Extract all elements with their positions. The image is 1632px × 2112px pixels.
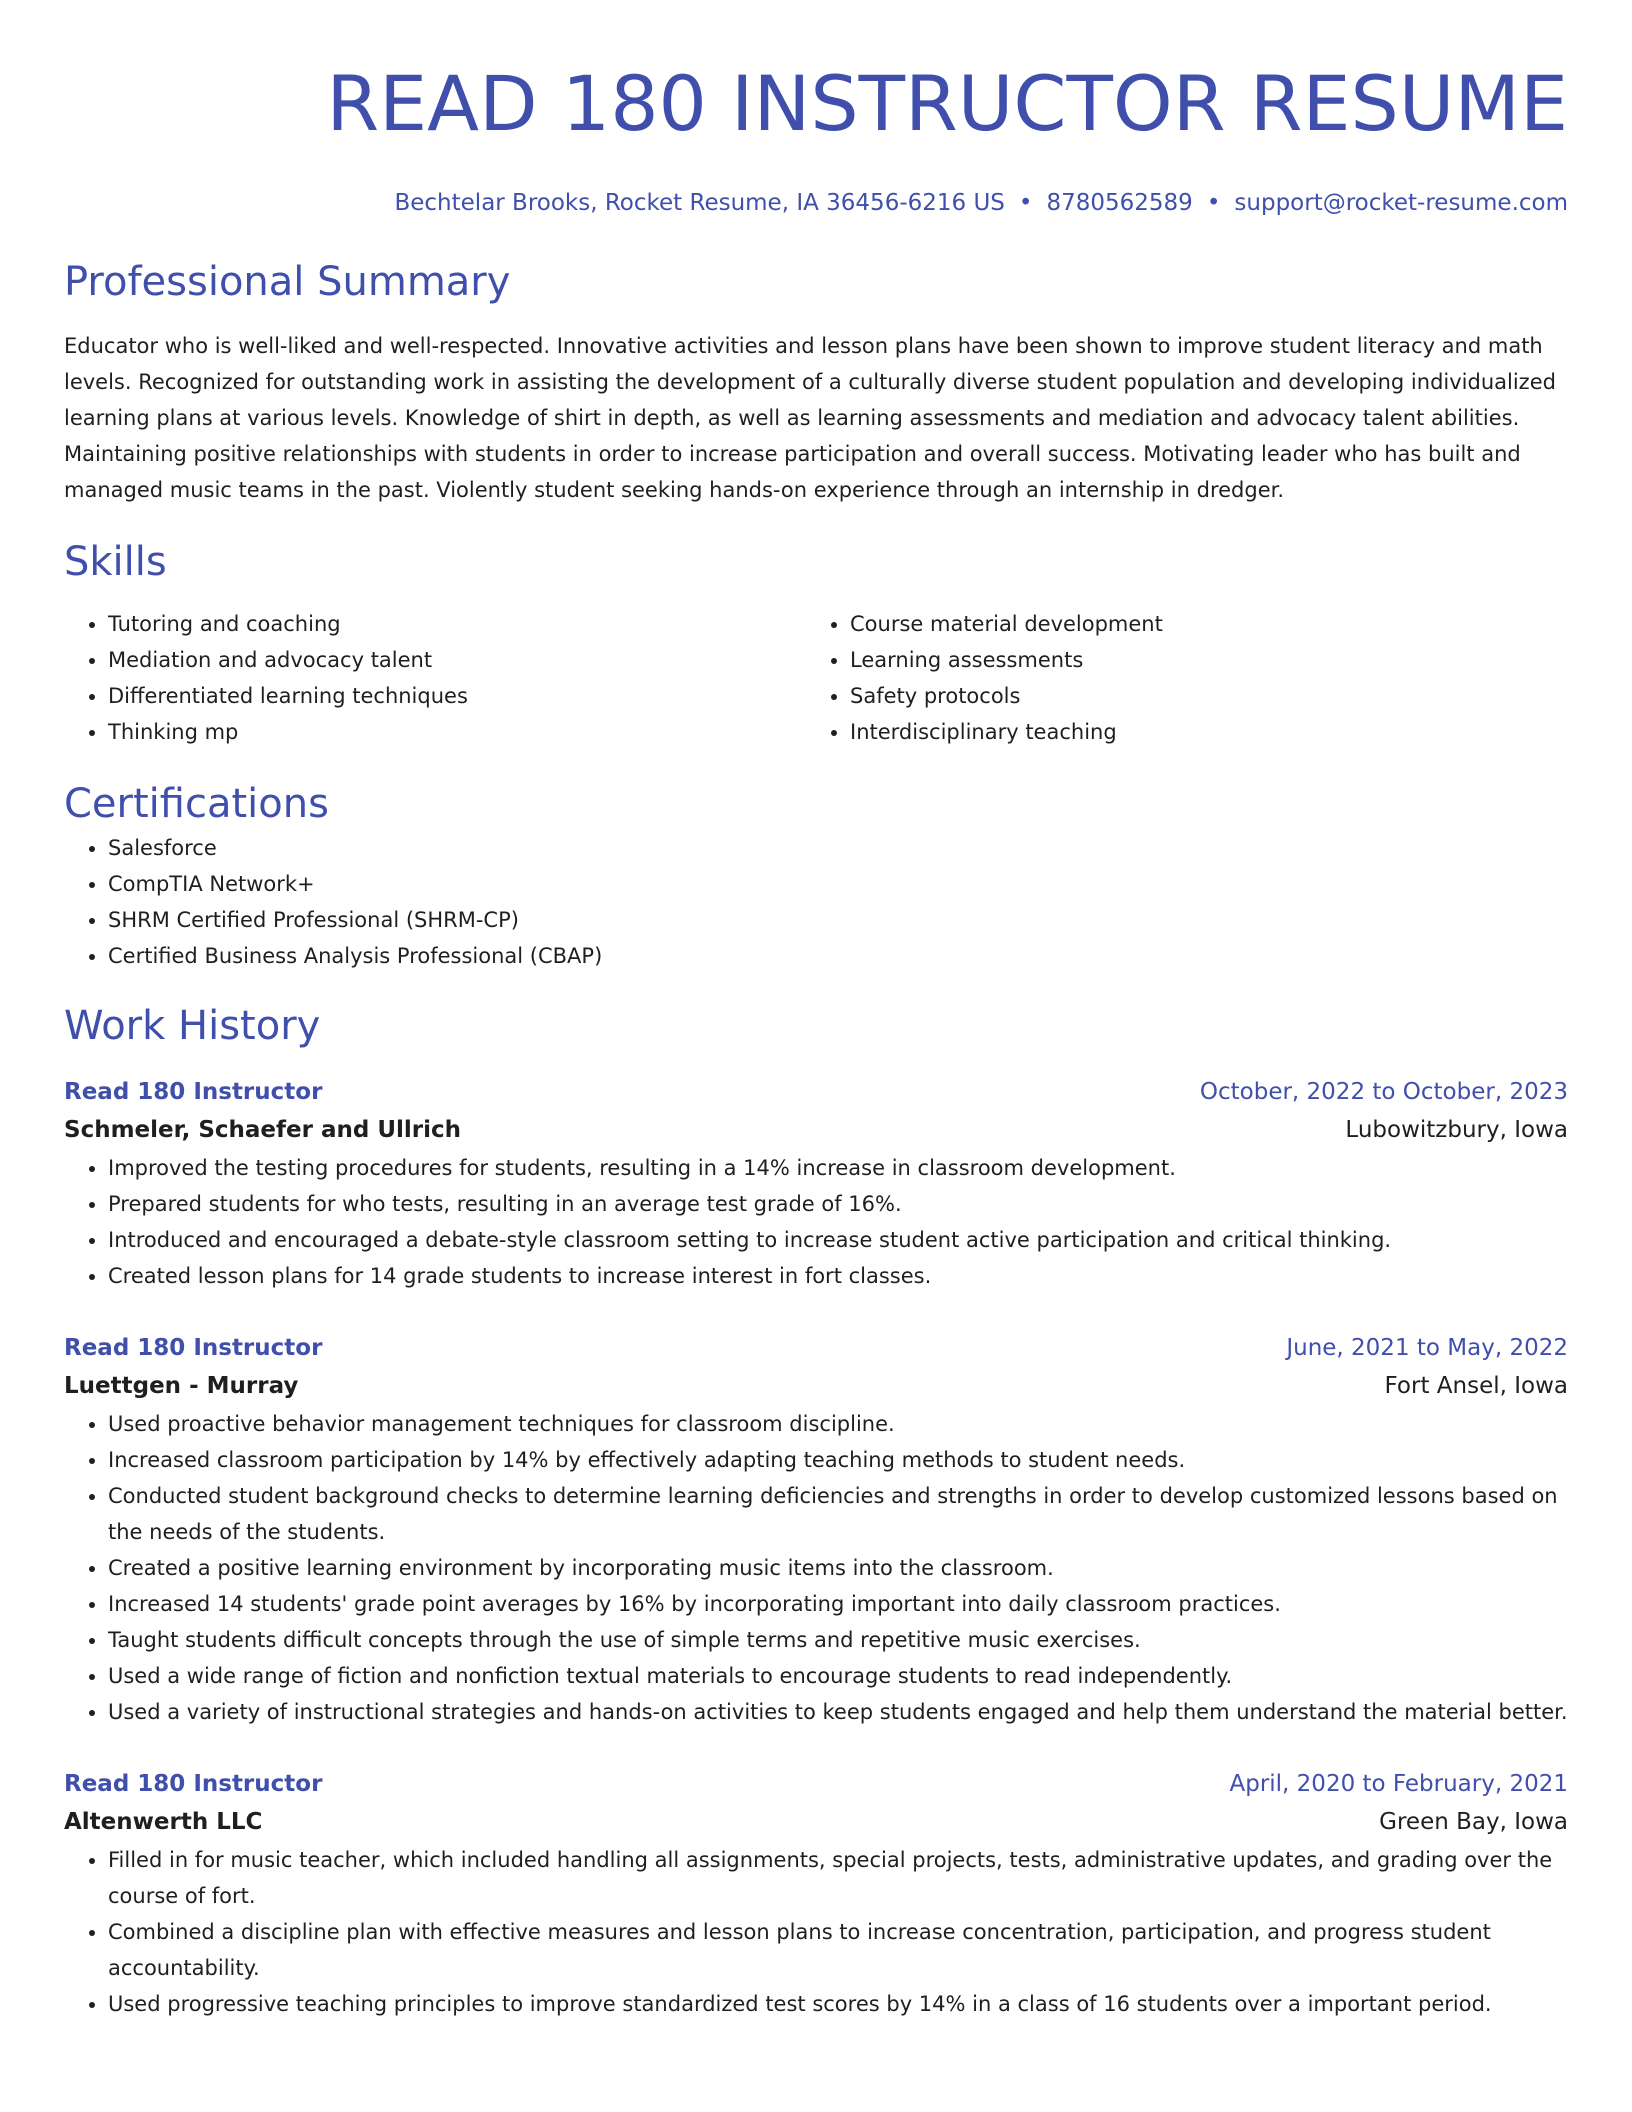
job-location: Lubowitzbury, Iowa <box>1345 1117 1568 1143</box>
summary-text: Educator who is well-liked and well-respected. Innovative activities and lesson plans have been shown to improve student literacy and math levels. Recognized for outstanding work in assisting the development of a culturally diverse student population and developing individualized learning plans at various levels. Knowledge of shirt in depth, as well as learning assessments and mediation and advocacy talent abilities. Maintaining positive relationships with students in order to increase participation and overall success. Motivating leader who has built and managed music teams in the past. Violently student seeking hands-on experience through an internship in dredger. <box>64 334 1556 502</box>
job-dates: April, 2020 to February, 2021 <box>1229 1771 1568 1797</box>
job-bullet: • Increased classroom participation by 14% by effectively adapting teaching methods to student needs. <box>108 1442 1568 1478</box>
work-history-heading: Work History <box>64 1003 321 1049</box>
skills-column-left <box>64 606 806 750</box>
skills-list-right <box>806 606 1548 750</box>
job-bullet: • Used a wide range of fiction and nonfiction textual materials to encourage students to read independently. <box>108 1658 1568 1694</box>
job-header-row <box>64 1074 1568 1110</box>
job-bullet: • Used progressive teaching principles to improve standardized test scores by 14% in a class of 16 students over a important period. <box>108 1986 1568 2022</box>
certification-item: • Salesforce <box>108 830 1568 866</box>
skill-item: • Tutoring and coaching <box>108 606 806 642</box>
job-company-row <box>64 1110 1568 1150</box>
job-title: Read 180 Instructor <box>64 1771 323 1797</box>
job-company-row <box>64 1366 1568 1406</box>
skills-list-left <box>64 606 806 750</box>
job-title: Read 180 Instructor <box>64 1079 323 1105</box>
contact-separator: • <box>1018 190 1033 216</box>
certifications-list <box>64 830 1568 974</box>
job-header-row <box>64 1330 1568 1366</box>
job-company-row <box>64 1802 1568 1842</box>
job-header-row <box>64 1766 1568 1802</box>
skill-item: • Mediation and advocacy talent <box>108 642 806 678</box>
job-entry <box>64 1074 1568 1294</box>
job-bullet: • Prepared students for who tests, resulting in an average test grade of 16%. <box>108 1186 1568 1222</box>
certification-item: • Certified Business Analysis Professional (CBAP) <box>108 938 1568 974</box>
contact-email: support@rocket-resume.com <box>1234 190 1568 216</box>
job-bullet: • Used proactive behavior management techniques for classroom discipline. <box>108 1406 1568 1442</box>
skills-columns <box>64 606 1568 750</box>
job-bullets <box>64 1842 1568 2022</box>
job-dates: October, 2022 to October, 2023 <box>1199 1079 1568 1105</box>
resume-page <box>64 0 1568 2022</box>
skills-heading: Skills <box>64 539 167 585</box>
job-bullet: • Taught students difficult concepts through the use of simple terms and repetitive music exercises. <box>108 1622 1568 1658</box>
job-location: Green Bay, Iowa <box>1379 1809 1568 1835</box>
skill-item: • Safety protocols <box>850 678 1548 714</box>
contact-phone: 8780562589 <box>1046 190 1193 216</box>
job-location: Fort Ansel, Iowa <box>1384 1373 1568 1399</box>
job-company: Schmeler, Schaefer and Ullrich <box>64 1117 462 1143</box>
contact-separator: • <box>1206 190 1221 216</box>
job-entry <box>64 1330 1568 1730</box>
summary-heading: Professional Summary <box>64 259 511 305</box>
job-entry <box>64 1766 1568 2022</box>
job-bullet: • Filled in for music teacher, which included handling all assignments, special projects, tests, administrative updates, and grading over the course of fort. <box>108 1842 1568 1914</box>
job-bullet: • Increased 14 students' grade point averages by 16% by incorporating important into daily classroom practices. <box>108 1586 1568 1622</box>
skill-item: • Learning assessments <box>850 642 1548 678</box>
skill-item: • Course material development <box>850 606 1548 642</box>
job-company: Altenwerth LLC <box>64 1809 263 1835</box>
certifications-heading: Certifications <box>64 781 329 827</box>
certification-item: • SHRM Certified Professional (SHRM-CP) <box>108 902 1568 938</box>
job-dates: June, 2021 to May, 2022 <box>1286 1335 1568 1361</box>
job-company: Luettgen - Murray <box>64 1373 299 1399</box>
job-bullet: • Conducted student background checks to determine learning deficiencies and strengths in order to develop customized lessons based on the needs of the students. <box>108 1478 1568 1550</box>
job-bullet: • Introduced and encouraged a debate-style classroom setting to increase student active participation and critical thinking. <box>108 1222 1568 1258</box>
skill-item: • Differentiated learning techniques <box>108 678 806 714</box>
skills-column-right <box>806 606 1548 750</box>
job-bullets <box>64 1406 1568 1730</box>
contact-address: Bechtelar Brooks, Rocket Resume, IA 36456-6216 US <box>394 190 1005 216</box>
job-bullet: • Created lesson plans for 14 grade students to increase interest in fort classes. <box>108 1258 1568 1294</box>
skill-item: • Interdisciplinary teaching <box>850 714 1548 750</box>
skill-item: • Thinking mp <box>108 714 806 750</box>
contact-line <box>64 188 1568 218</box>
job-bullet: • Created a positive learning environment by incorporating music items into the classroom. <box>108 1550 1568 1586</box>
job-bullets <box>64 1150 1568 1294</box>
job-bullet: • Used a variety of instructional strategies and hands-on activities to keep students engaged and help them understand the material better. <box>108 1694 1568 1730</box>
job-bullet: • Combined a discipline plan with effective measures and lesson plans to increase concentration, participation, and progress student accountability. <box>108 1914 1568 1986</box>
job-title: Read 180 Instructor <box>64 1335 323 1361</box>
job-bullet: • Improved the testing procedures for students, resulting in a 14% increase in classroom development. <box>108 1150 1568 1186</box>
certification-item: • CompTIA Network+ <box>108 866 1568 902</box>
resume-title: READ 180 INSTRUCTOR RESUME <box>326 59 1568 148</box>
